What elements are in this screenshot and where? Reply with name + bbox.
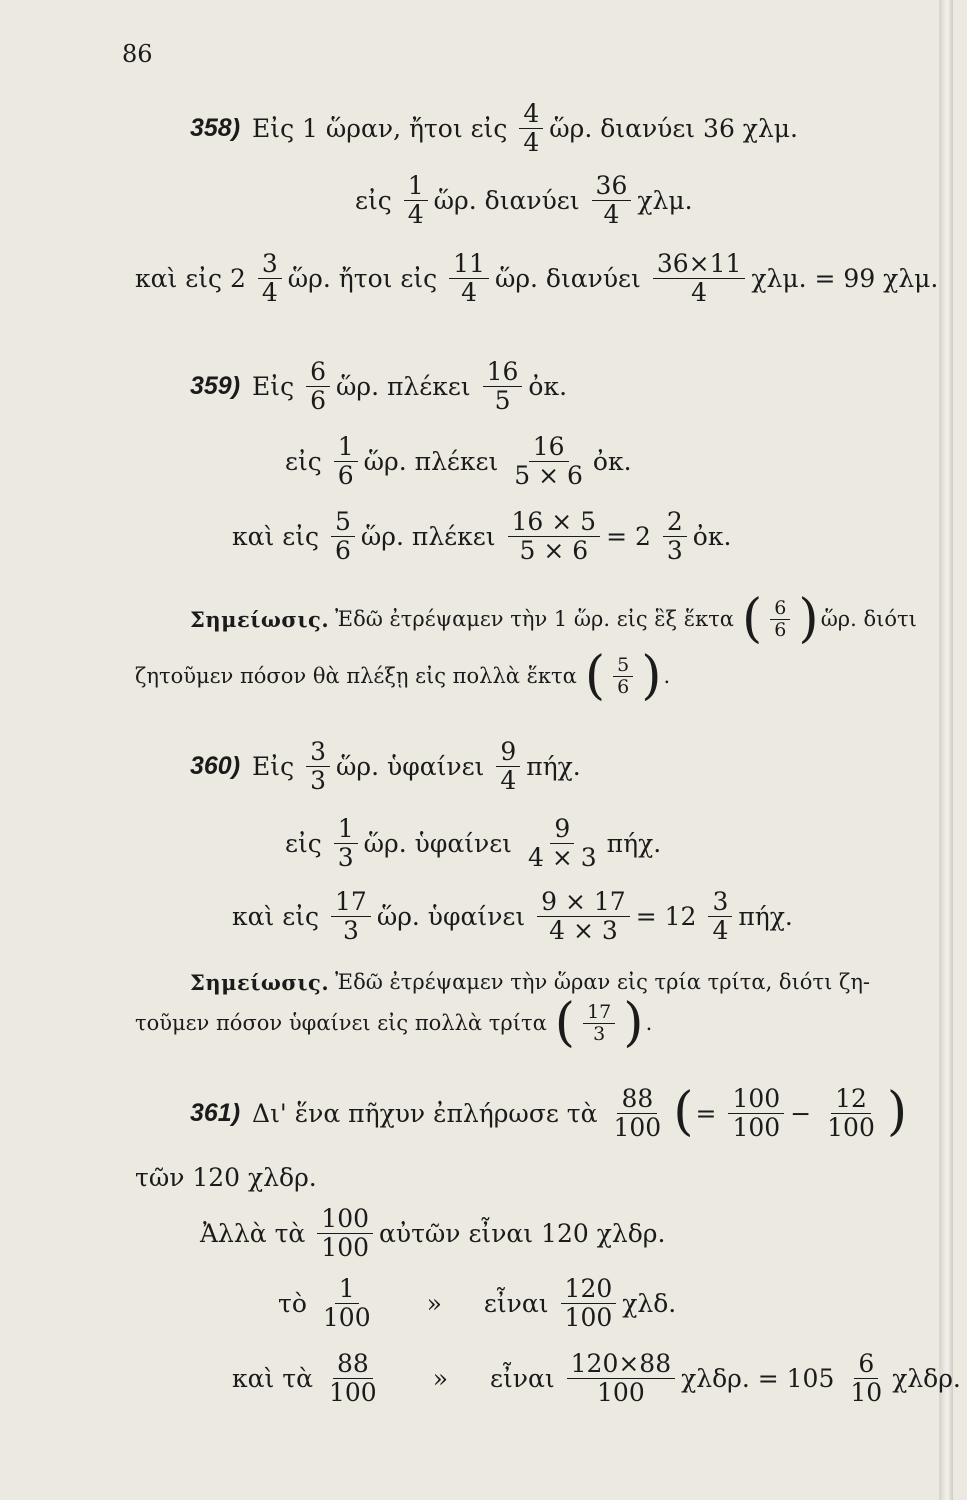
note-360-line-2: τοῦμεν πόσον ὑφαίνει εἰς πολλὰ τρίτα ( $\frac{17}{3}$ ) .: [135, 992, 653, 1053]
text: καὶ εἰς: [232, 901, 320, 931]
fraction: $\frac{100}{100}$: [728, 1085, 784, 1141]
minus-sign: −: [790, 1098, 812, 1128]
fraction: $\frac{1}{6}$: [334, 433, 358, 489]
text: εἶναι: [490, 1363, 555, 1393]
fraction: $\frac{6}{6}$: [306, 358, 330, 414]
text: = 12: [635, 901, 697, 931]
text: εἰς: [355, 185, 392, 215]
problem-number: 359): [190, 371, 241, 400]
problem-360-line-1: [190, 738, 587, 794]
text: χλμ. = 99 χλμ.: [751, 263, 939, 293]
text: Ἐδῶ ἐτρέψαμεν τὴν ὥραν εἰς τρία τρίτα, διότι ζη-: [335, 970, 871, 994]
fraction: $\frac{3}{4}$: [258, 250, 282, 306]
problem-359-line-1: [190, 358, 573, 414]
fraction: $\frac{17}{3}$: [583, 1002, 615, 1045]
fraction: $\frac{4}{4}$: [519, 100, 543, 156]
problem-361-line-4: [278, 1275, 682, 1331]
problem-360-line-2: [285, 815, 667, 871]
fraction: $\frac{1}{3}$: [334, 815, 358, 871]
problem-358-line-2: [355, 172, 699, 228]
text: ὥρ. διανύει: [494, 263, 641, 293]
text: χλδρ. = 105: [681, 1363, 835, 1393]
text: ὥρ. ὑφαίνει: [376, 901, 526, 931]
problem-359-line-3: [232, 508, 737, 564]
fraction: $\frac{1}{4}$: [404, 172, 428, 228]
note-360-line-1: [190, 972, 876, 993]
text: Δι' ἕνα πῆχυν ἐπλήρωσε τὰ: [252, 1098, 598, 1128]
fraction: $\frac{36}{4}$: [592, 172, 632, 228]
text: = 2: [606, 521, 651, 551]
text: ὥρ. ὑφαίνει: [363, 828, 512, 858]
text: καὶ τὰ: [232, 1363, 313, 1393]
problem-number: 358): [190, 113, 241, 142]
text: εἰς: [285, 446, 322, 476]
ditto-mark: »: [426, 1288, 442, 1318]
problem-number: 360): [190, 751, 241, 780]
problem-361-line-1: 361) Δι' ἕνα πῆχυν ἐπλήρωσε τὰ $\frac{88}{100}$ ( = $\frac{100}{100}$ − $\frac{12}{100}$ ): [190, 1082, 908, 1143]
fraction: $\frac{88}{100}$: [613, 1084, 662, 1142]
text: εἶναι: [483, 1288, 549, 1318]
text: χλδρ.: [892, 1363, 961, 1393]
text: ὥρ. διανύει 36 χλμ.: [549, 113, 798, 143]
fraction: $\frac{9}{4 \times 3}$: [528, 814, 597, 872]
fraction: $\frac{5}{6}$: [331, 508, 355, 564]
fraction: $\frac{3}{4}$: [708, 888, 732, 944]
text: Ἀλλὰ τὰ: [200, 1218, 306, 1248]
page-edge: [939, 0, 953, 1500]
fraction: $\frac{9}{4}$: [496, 738, 520, 794]
text: ὥρ. διανύει: [433, 185, 580, 215]
fraction: $\frac{12}{100}$: [827, 1084, 875, 1142]
problem-360-line-3: [232, 888, 799, 944]
text: ὀκ.: [692, 521, 732, 551]
fraction: $\frac{2}{3}$: [663, 508, 687, 564]
text: αὐτῶν εἶναι 120 χλδρ.: [379, 1218, 666, 1248]
text: καὶ εἰς 2: [135, 263, 246, 293]
problem-358-line-1: [190, 100, 804, 156]
equals-sign: =: [695, 1098, 717, 1128]
text: ὥρ. ἤτοι εἰς: [287, 263, 438, 293]
text: χλμ.: [637, 185, 693, 215]
text: πήχ.: [606, 828, 662, 858]
text: τῶν 120 χλδρ.: [135, 1163, 317, 1192]
text: Εἰς: [252, 751, 295, 781]
fraction: $\frac{16}{5 \times 6}$: [514, 432, 583, 490]
note-359-line-2: ζητοῦμεν πόσον θὰ πλέξῃ εἰς πολλὰ ἕκτα ( $\frac{5}{6}$ ) .: [135, 645, 671, 706]
text: ὥρ. πλέκει: [363, 446, 499, 476]
note-label: Σημείωσις.: [190, 970, 330, 995]
note-359-line-1: Σημείωσις. Ἐδῶ ἐτρέψαμεν τὴν 1 ὥρ. εἰς ἓξ ἕκτα ( $\frac{6}{6}$ ) ὥρ. διότι: [190, 588, 917, 649]
fraction: $\frac{5}{6}$: [613, 655, 633, 698]
text: ὥρ. διότι: [820, 606, 917, 631]
fraction: $\frac{100}{100}$: [317, 1205, 373, 1261]
problem-358-line-3: [135, 250, 944, 306]
ditto-mark: »: [432, 1363, 448, 1393]
page-number: 86: [122, 40, 153, 68]
fraction: $\frac{88}{100}$: [328, 1349, 377, 1407]
text: τοῦμεν πόσον ὑφαίνει εἰς πολλὰ τρίτα: [135, 1010, 547, 1035]
fraction: $\frac{1}{100}$: [322, 1274, 371, 1332]
text: ζητοῦμεν πόσον θὰ πλέξῃ εἰς πολλὰ ἕκτα: [135, 663, 577, 688]
fraction: $\frac{17}{3}$: [331, 888, 371, 944]
fraction: $\frac{9 \times 17}{4 \times 3}$: [537, 888, 630, 944]
text: Ἐδῶ ἐτρέψαμεν τὴν 1 ὥρ. εἰς ἓξ ἕκτα: [335, 606, 734, 631]
fraction: $\frac{120}{100}$: [561, 1275, 617, 1331]
fraction: $\frac{6}{10}$: [850, 1349, 883, 1407]
problem-number: 361): [190, 1098, 241, 1127]
text: Εἰς 1 ὥραν, ἤτοι εἰς: [252, 113, 508, 143]
text: ὥρ. πλέκει: [336, 371, 471, 401]
fraction: $\frac{120\times 88}{100}$: [567, 1350, 675, 1406]
text: τὸ: [278, 1288, 307, 1318]
text: .: [663, 663, 671, 688]
text: πήχ.: [526, 751, 581, 781]
text: καὶ εἰς: [232, 521, 320, 551]
text: ὥρ. ὑφαίνει: [336, 751, 485, 781]
text: ὥρ. πλέκει: [360, 521, 496, 551]
fraction: $\frac{11}{4}$: [449, 250, 489, 306]
text: .: [645, 1010, 653, 1035]
problem-361-line-3: [200, 1205, 671, 1261]
fraction: $\frac{36\times 11}{4}$: [653, 250, 746, 306]
text: χλδ.: [622, 1288, 677, 1318]
fraction: $\frac{16}{5}$: [483, 358, 523, 414]
text: ὀκ.: [528, 371, 568, 401]
text: Εἰς: [252, 371, 295, 401]
problem-361-line-2: [135, 1165, 323, 1190]
text: πήχ.: [738, 901, 793, 931]
note-label: Σημείωσις.: [190, 606, 330, 632]
problem-361-line-5: [232, 1350, 967, 1406]
fraction: $\frac{16 \times 5}{5 \times 6}$: [508, 508, 601, 564]
text: ὀκ.: [592, 446, 632, 476]
problem-359-line-2: [285, 433, 638, 489]
fraction: $\frac{6}{6}$: [770, 598, 790, 641]
text: εἰς: [285, 828, 322, 858]
fraction: $\frac{3}{3}$: [306, 738, 330, 794]
